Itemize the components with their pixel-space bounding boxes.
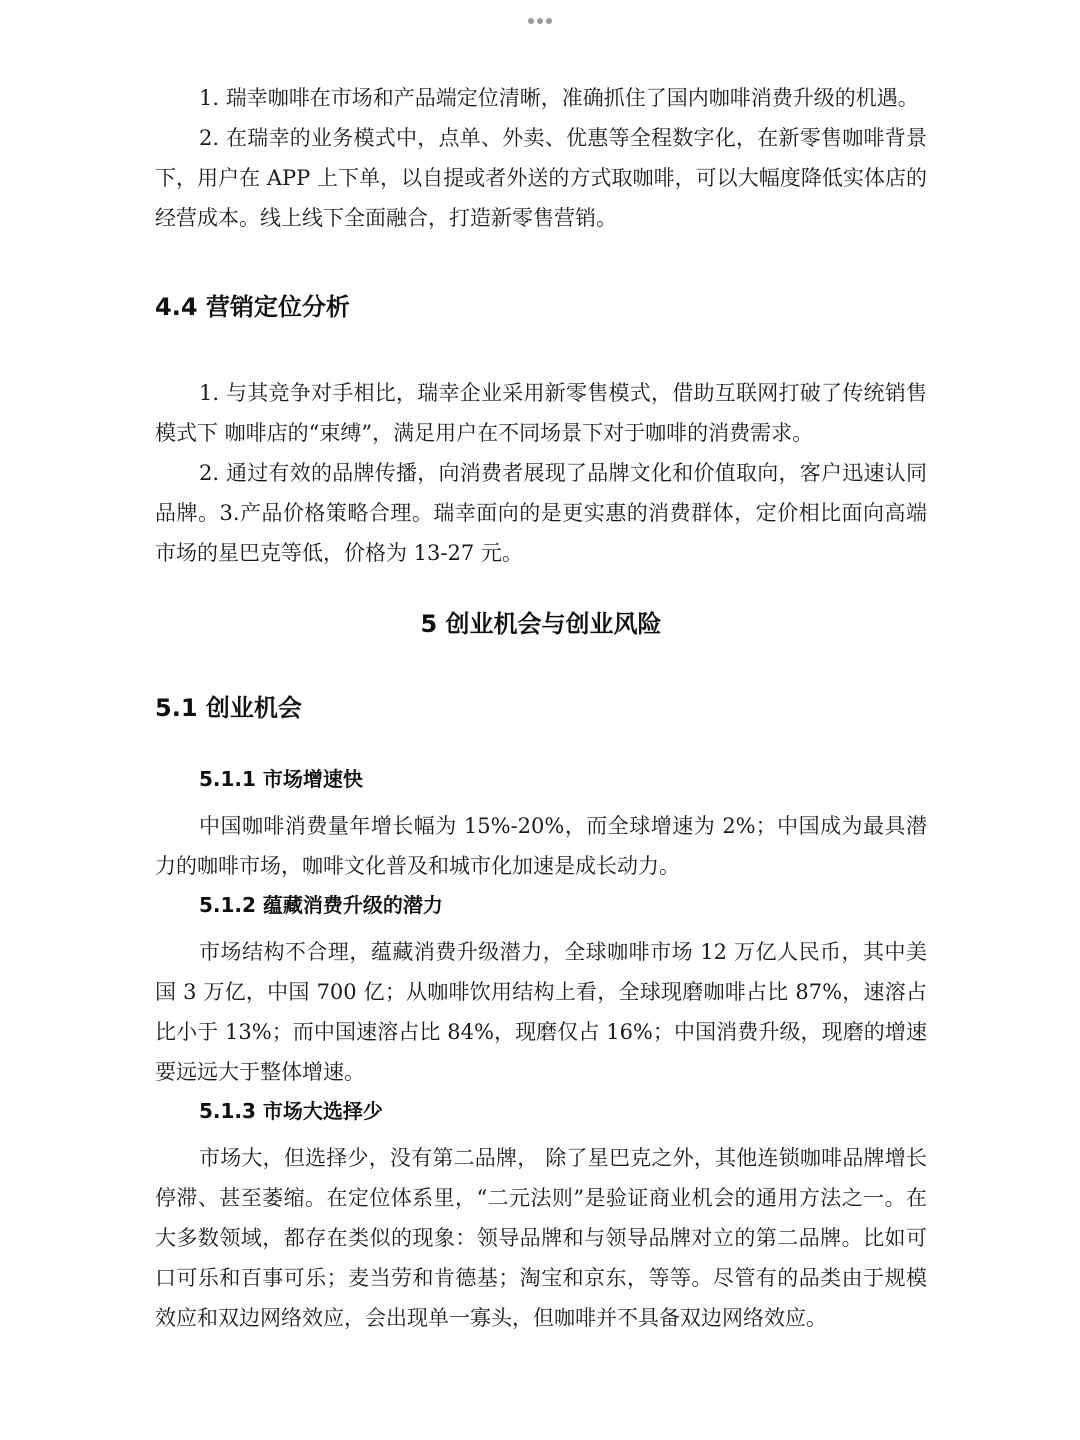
more-options-icon[interactable] bbox=[0, 9, 1080, 28]
paragraph-5-1-1: 中国咖啡消费量年增长幅为 15%-20%，而全球增速为 2%；中国成为最具潜力的咖啡市场，咖啡文化普及和城市化加速是成长动力。 bbox=[155, 814, 927, 878]
paragraph-5-1-3: 市场大，但选择少，没有第二品牌， 除了星巴克之外，其他连锁咖啡品牌增长停滞、甚至萎缩。在定位体系里，“二元法则”是验证商业机会的通用方法之一。在大多数领域，都存在类似的现象：领导品牌和与领导品牌对立的第二品牌。比如可口可乐和百事可乐；麦当劳和肯德基；淘宝和京东，等等。尽管有的品类由于规模效应和双边网络效应，会出现单一寡头，但咖啡并不具备双边网络效应。 bbox=[155, 1146, 927, 1330]
chapter-heading-5: 5 创业机会与创业风险 bbox=[420, 610, 662, 638]
paragraph-5-1-2: 市场结构不合理，蕴藏消费升级潜力，全球咖啡市场 12 万亿人民币，其中美国 3 万亿，中国 700 亿；从咖啡饮用结构上看，全球现磨咖啡占比 87%，速溶占比小于 13%；而中国速溶占比 84%，现磨仅占 16%；中国消费升级，现磨的增速要远远大于整体增速。 bbox=[155, 940, 927, 1084]
subsection-heading-5-1-3: 5.1.3 市场大选择少 bbox=[199, 1099, 383, 1123]
subsection-heading-5-1-2: 5.1.2 蕴藏消费升级的潜力 bbox=[199, 893, 443, 917]
paragraph-4-3-item-2: 2. 在瑞幸的业务模式中，点单、外卖、优惠等全程数字化，在新零售咖啡背景下，用户在 APP 上下单，以自提或者外送的方式取咖啡，可以大幅度降低实体店的经营成本。线上线下全面融合，打造新零售营销。 bbox=[155, 126, 927, 230]
subsection-heading-5-1-1: 5.1.1 市场增速快 bbox=[199, 767, 363, 791]
paragraph-4-4-item-2: 2. 通过有效的品牌传播，向消费者展现了品牌文化和价值取向，客户迅速认同品牌。3.产品价格策略合理。瑞幸面向的是更实惠的消费群体，定价相比面向高端市场的星巴克等低，价格为 13-27 元。 bbox=[155, 461, 927, 565]
section-heading-5-1: 5.1 创业机会 bbox=[155, 694, 302, 722]
document-page bbox=[155, 78, 927, 1338]
paragraph-4-4-item-1: 1. 与其竞争对手相比，瑞幸企业采用新零售模式，借助互联网打破了传统销售模式下 咖啡店的“束缚”，满足用户在不同场景下对于咖啡的消费需求。 bbox=[155, 381, 927, 445]
section-heading-4-4: 4.4 营销定位分析 bbox=[155, 293, 350, 321]
paragraph-4-3-item-1: 1. 瑞幸咖啡在市场和产品端定位清晰，准确抓住了国内咖啡消费升级的机遇。 bbox=[199, 86, 919, 110]
